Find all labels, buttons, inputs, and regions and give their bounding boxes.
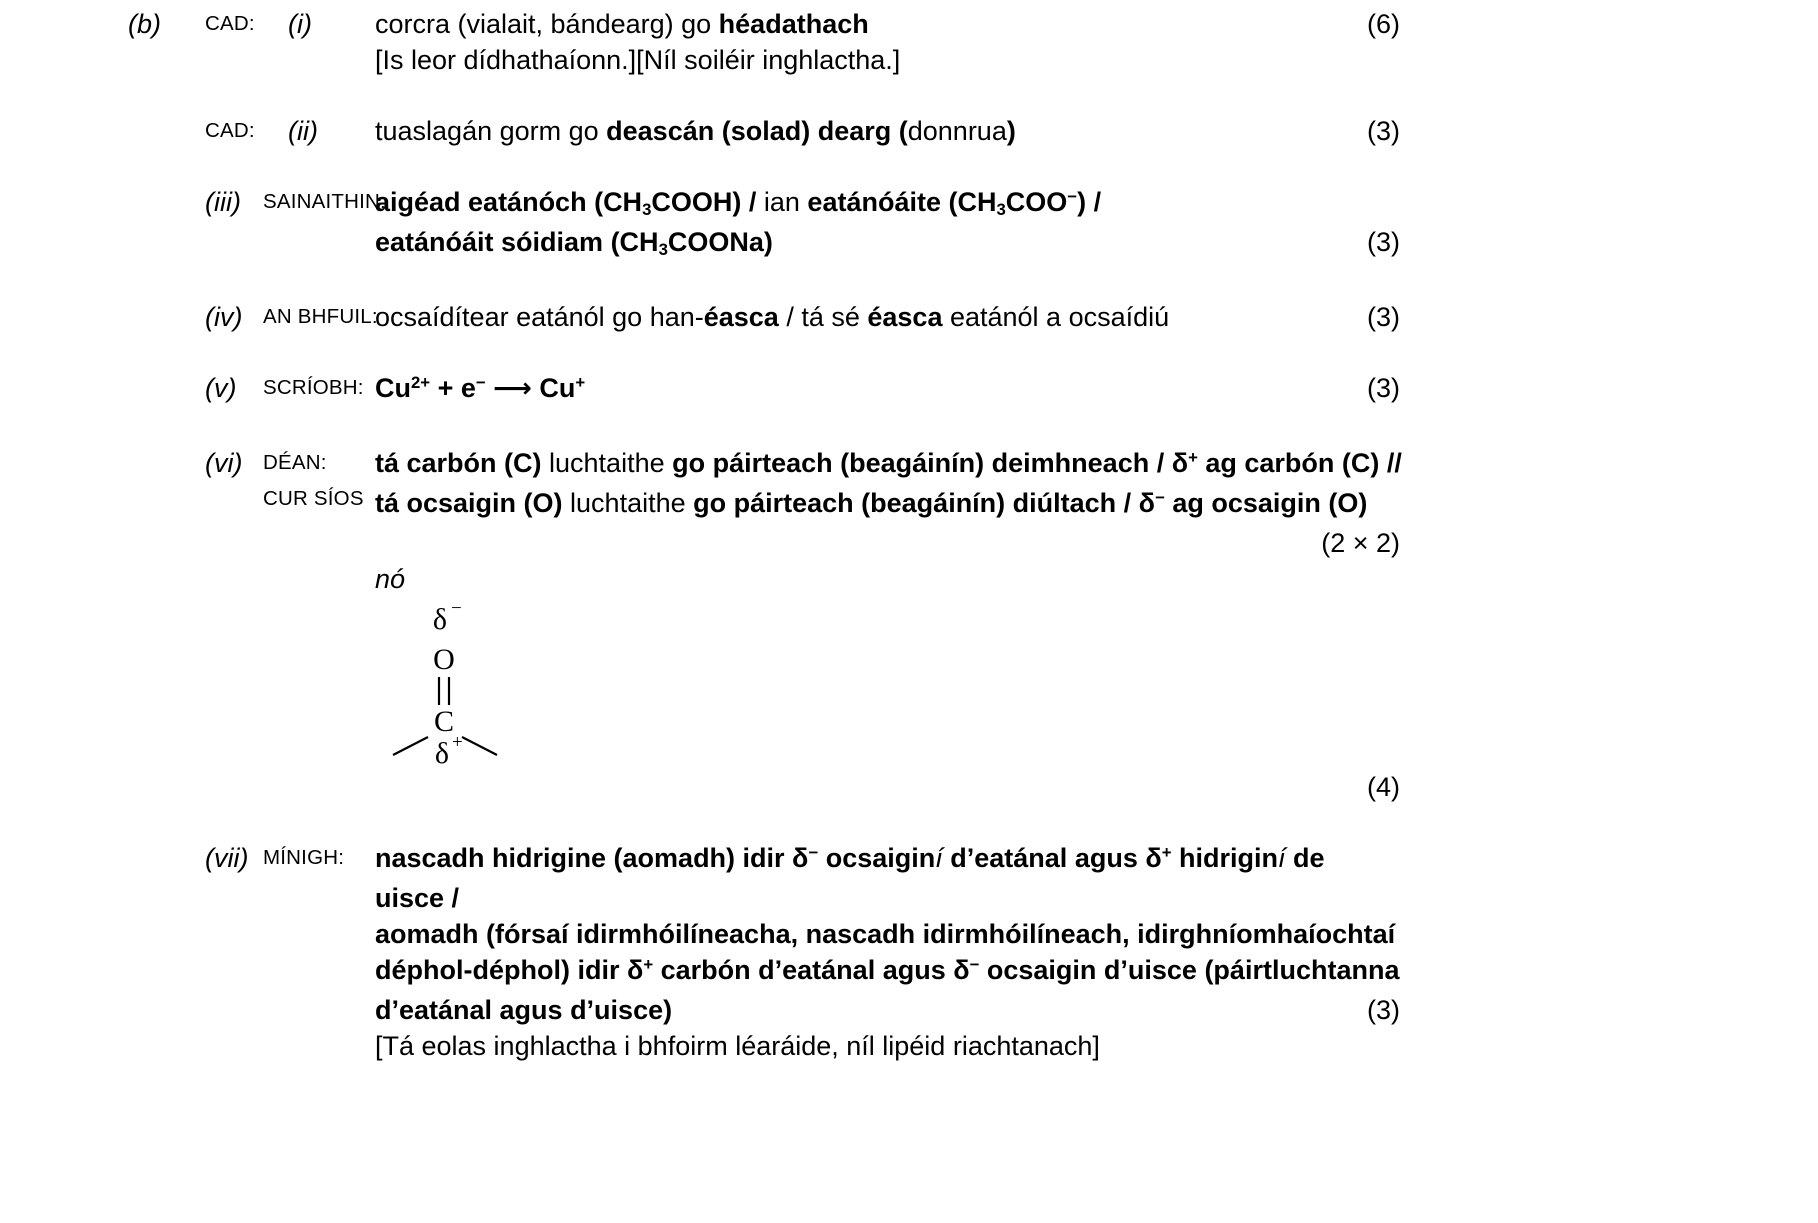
- chemical-structure: [390, 597, 1400, 769]
- text-run: eatánóáit sóidiam (CH3COONa): [375, 227, 773, 260]
- text-run: déphol-déphol) idir δ+ carbón d’eatánal agus δ− ocsaigin d’uisce (páirtluchtanna: [375, 954, 1400, 985]
- answer-line: [375, 916, 1400, 952]
- part-label: (b): [128, 9, 161, 39]
- text-run: ocsaídítear eatánól go han-éasca / tá sé éasca eatánól a ocsaídiú: [375, 302, 1170, 332]
- answer-line: [375, 445, 1400, 485]
- marks-value: (3): [1367, 995, 1400, 1025]
- text-run: aigéad eatánóch (CH3COOH) / ian eatánóáite (CH3COO−) /: [375, 186, 1102, 220]
- answer-line: [375, 113, 1400, 149]
- item-b-i: [0, 6, 1818, 78]
- item-numeral-vi: (vi): [205, 448, 243, 478]
- item-b-v: [0, 370, 1818, 410]
- answer-line: [375, 184, 1400, 224]
- marks-value: (4): [1367, 772, 1400, 802]
- text-run: d’eatánal agus d’uisce): [375, 995, 673, 1025]
- item-numeral-vii: (vii): [205, 843, 249, 873]
- item-numeral-v: (v): [205, 373, 237, 403]
- prompt-label-cur-sios: CUR SÍOS: [263, 487, 364, 510]
- marks-line: [375, 525, 1400, 561]
- item-b-ii: [0, 113, 1818, 149]
- carbon-atom: C: [433, 705, 455, 738]
- marks-line: [375, 769, 1400, 805]
- text-run: nó: [375, 564, 406, 594]
- delta-plus-symbol: δ: [434, 737, 450, 769]
- text-run: corcra (vialait, bándearg) go héadathach: [375, 9, 869, 39]
- item-b-vii: [0, 840, 1818, 1064]
- answer-line: [375, 992, 1400, 1028]
- prompt-label-cad-i: CAD:: [205, 12, 255, 35]
- text-run: $Cu^{2+} + e^-$ ⟶ Cu+: [375, 372, 586, 403]
- or-line: [375, 561, 1400, 597]
- marks-value: (2 × 2): [1321, 528, 1400, 558]
- answer-line: [375, 1028, 1400, 1064]
- item-numeral-iv: (iv): [205, 302, 243, 332]
- single-bond-left: [393, 737, 428, 755]
- item-b-vi: [0, 445, 1818, 805]
- answer-line: [375, 299, 1400, 335]
- text-run: nascadh hidrigine (aomadh) idir δ− ocsaiginí d’eatánal agus δ+ hidriginí de: [375, 842, 1325, 873]
- answer-line: [375, 485, 1400, 525]
- oxygen-atom: O: [433, 643, 455, 676]
- item-b-iv: [0, 299, 1818, 335]
- plus-sign: +: [452, 732, 463, 753]
- answer-line: [375, 880, 1400, 916]
- answer-line: [375, 6, 1400, 42]
- answer-line: [375, 952, 1400, 992]
- answer-line: [375, 224, 1400, 264]
- text-run: uisce /: [375, 883, 460, 913]
- text-run: [Tá eolas inghlactha i bhfoirm léaráide, níl lipéid riachtanach]: [375, 1031, 1100, 1061]
- text-run: aomadh (fórsaí idirmhóilíneacha, nascadh idirmhóilíneach, idirghníomhaíochtaí: [375, 919, 1396, 949]
- prompt-label-cad-ii: CAD:: [205, 119, 255, 142]
- marks-value: (3): [1367, 302, 1400, 332]
- prompt-label-an-bhfuil: AN BHFUIL:: [263, 305, 378, 328]
- item-numeral-i: (i): [288, 9, 312, 39]
- marks-value: (3): [1367, 373, 1400, 403]
- prompt-label-sainaithin: SAINAITHIN:: [263, 190, 386, 213]
- text-run: tá ocsaigin (O) luchtaithe go páirteach (beagáinín) diúltach / δ− ag ocsaigin (O): [375, 487, 1368, 518]
- marks-value: (6): [1367, 9, 1400, 39]
- item-numeral-iii: (iii): [205, 187, 241, 217]
- item-numeral-ii: (ii): [288, 116, 318, 146]
- marks-value: (3): [1367, 116, 1400, 146]
- item-b-iii: [0, 184, 1818, 264]
- prompt-label-dean: DÉAN:: [263, 451, 327, 474]
- text-run: tuaslagán gorm go deascán (solad) dearg (donnrua): [375, 116, 1016, 146]
- equation-line: [375, 370, 1400, 410]
- text-run: [Is leor dídhathaíonn.][Níl soiléir inghlactha.]: [375, 45, 901, 75]
- text-run: tá carbón (C) luchtaithe go páirteach (beagáinín) deimhneach / δ+ ag carbón (C) //: [375, 447, 1402, 478]
- answer-line: [375, 42, 1400, 78]
- single-bond-right: [462, 737, 497, 755]
- prompt-label-scriobh: SCRÍOBH:: [263, 376, 364, 399]
- marks-value: (3): [1367, 227, 1400, 257]
- delta-minus-symbol: δ: [432, 603, 448, 636]
- chemical-structure-diagram: [390, 597, 530, 769]
- prompt-label-minigh: MÍNIGH:: [263, 846, 345, 869]
- minus-sign: −: [451, 598, 462, 619]
- answer-line: [375, 840, 1400, 880]
